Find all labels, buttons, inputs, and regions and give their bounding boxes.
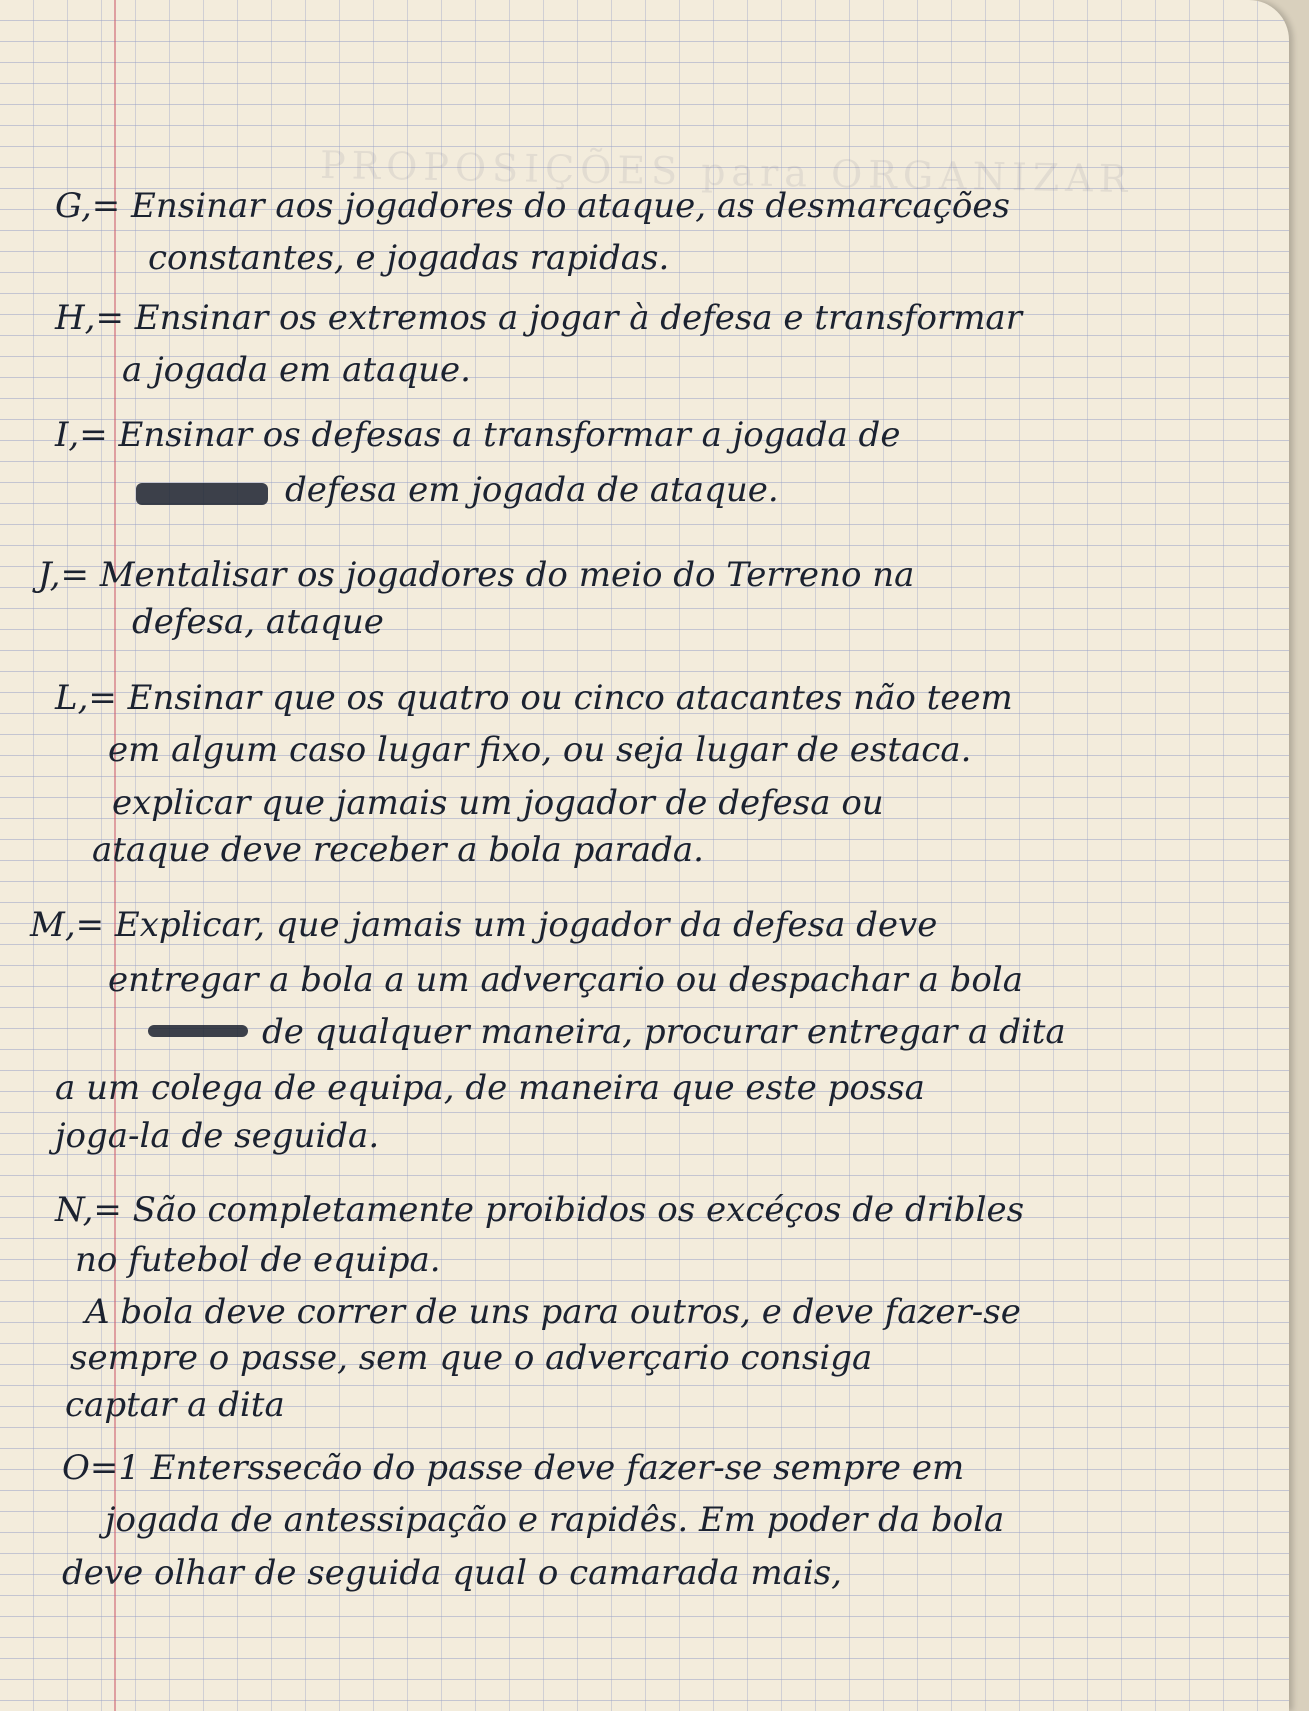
handwritten-line: deve olhar de seguida qual o camarada mais, xyxy=(62,1553,842,1593)
crossed-out-word xyxy=(148,1025,248,1037)
handwritten-line: no futebol de equipa. xyxy=(75,1240,441,1280)
handwritten-line: G,= Ensinar aos jogadores do ataque, as desmarcações xyxy=(55,186,1010,226)
handwritten-line: H,= Ensinar os extremos a jogar à defesa e transformar xyxy=(55,298,1022,338)
handwritten-line: defesa, ataque xyxy=(132,602,384,642)
handwritten-line: constantes, e jogadas rapidas. xyxy=(148,238,670,278)
handwritten-line: a um colega de equipa, de maneira que este possa xyxy=(55,1068,925,1108)
handwritten-line: sempre o passe, sem que o adverçario consiga xyxy=(70,1338,873,1378)
handwritten-line: L,= Ensinar que os quatro ou cinco atacantes não teem xyxy=(55,678,1013,718)
handwritten-line: explicar que jamais um jogador de defesa ou xyxy=(112,783,884,823)
handwritten-line: M,= Explicar, que jamais um jogador da defesa deve xyxy=(30,905,938,945)
handwritten-line: joga-la de seguida. xyxy=(55,1116,380,1156)
handwritten-line: A bola deve correr de uns para outros, e deve fazer-se xyxy=(85,1292,1021,1332)
handwritten-line: J,= Mentalisar os jogadores do meio do Terreno na xyxy=(38,555,915,595)
handwritten-line: jogada de antessipação e rapidês. Em poder da bola xyxy=(105,1500,1005,1540)
crossed-out-word xyxy=(136,483,268,505)
handwritten-line: a jogada em ataque. xyxy=(122,350,471,390)
handwritten-line: ataque deve receber a bola parada. xyxy=(92,830,704,870)
handwritten-line: O=1 Enterssecão do passe deve fazer-se sempre em xyxy=(62,1448,965,1488)
bleed-through-text: PROPOSIÇÕES para ORGANIZAR xyxy=(319,142,1134,202)
handwritten-line: em algum caso lugar fixo, ou seja lugar de estaca. xyxy=(108,730,972,770)
handwritten-line: I,= Ensinar os defesas a transformar a jogada de xyxy=(55,415,901,455)
handwritten-line: entregar a bola a um adverçario ou despachar a bola xyxy=(108,960,1024,1000)
handwritten-line: defesa em jogada de ataque. xyxy=(285,470,779,510)
handwritten-line: N,= São completamente proibidos os excéços de dribles xyxy=(55,1190,1025,1230)
handwritten-line: captar a dita xyxy=(65,1385,285,1425)
handwritten-line: de qualquer maneira, procurar entregar a dita xyxy=(262,1012,1066,1052)
